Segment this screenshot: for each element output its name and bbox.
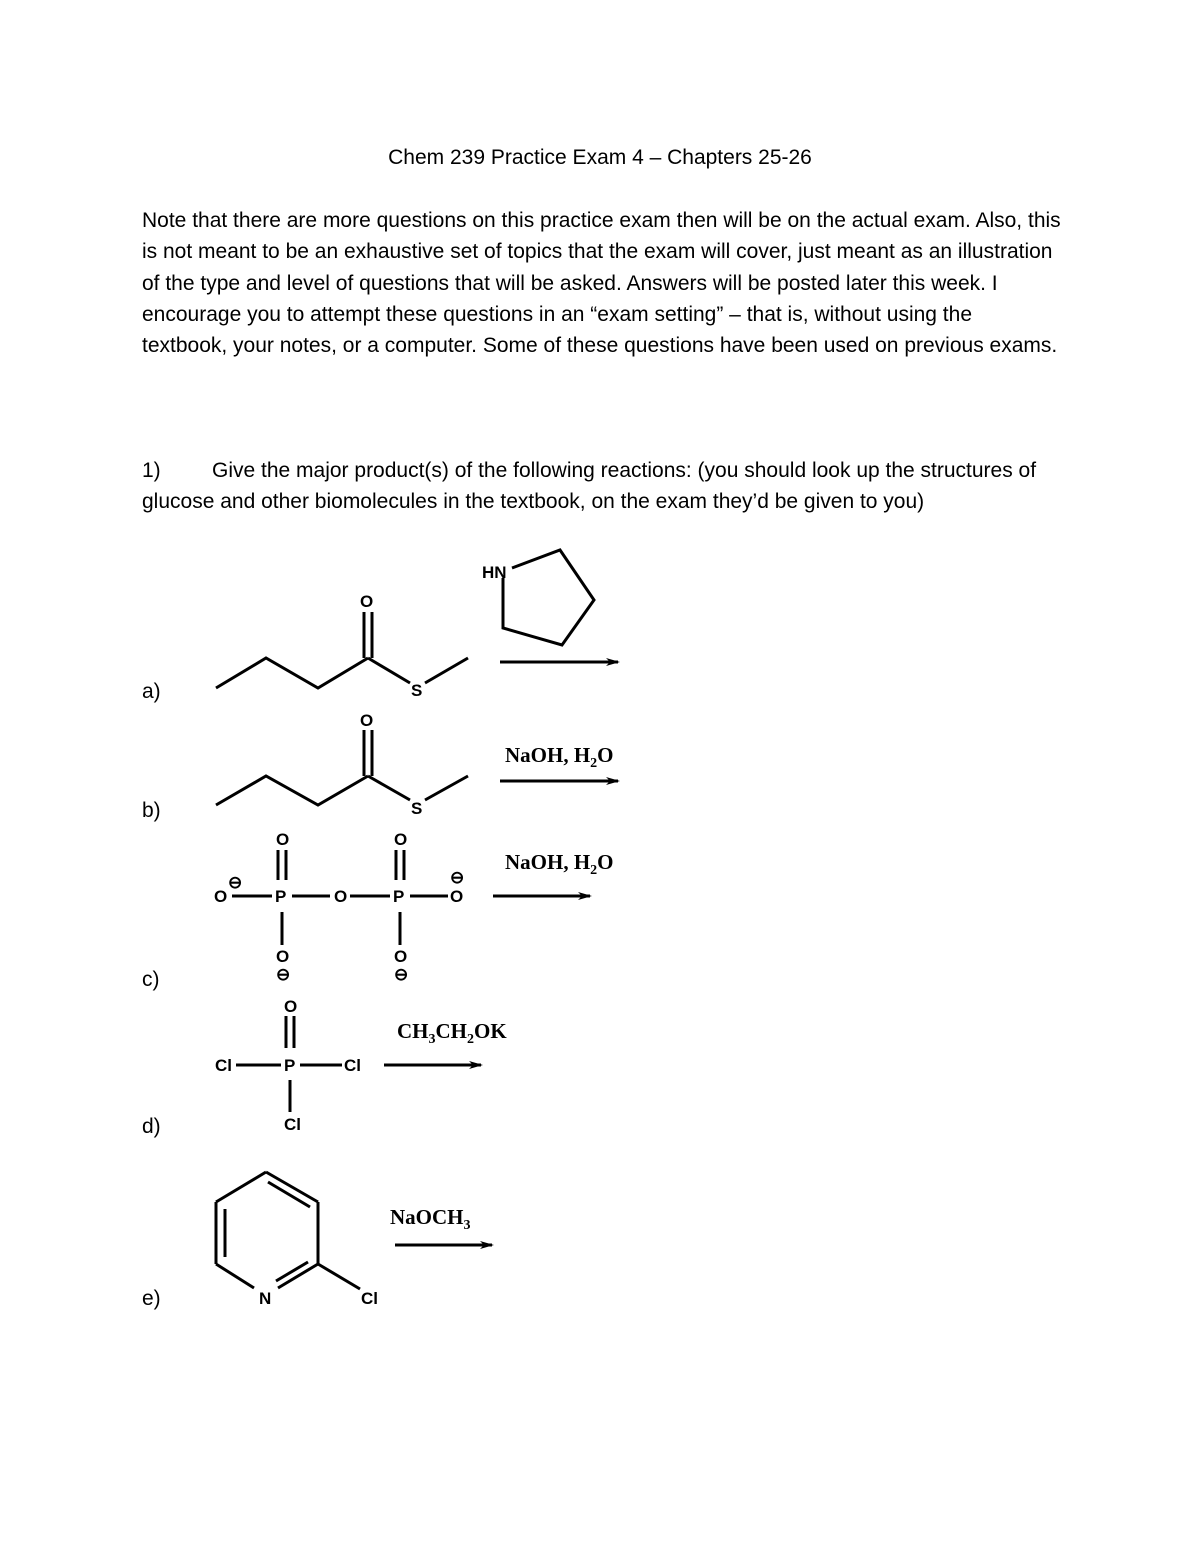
intro-paragraph: Note that there are more questions on this practice exam then will be on the actual exam. Also, this is not meant to be an exhaustive set of topics that the exam will cover, just meant as an illustration of the type and level of questions that will be asked. Answers will be posted later this week. I encourage you to attempt these questions in an “exam setting” – that is, without using the textbook, your notes, or a computer. Some of these questions have been used on previous exams. [142,209,1061,358]
atom-cl: Cl [215,1056,232,1075]
atom-o: O [450,887,464,906]
question-text: Give the major product(s) of the following reactions: (you should look up the structures of glucose and other biomolecules in the textbook, on the exam they’d be given to you) [142,459,1037,514]
atom-p: P [275,887,287,906]
reaction-e [216,1172,492,1308]
reaction-b [216,711,618,818]
atom-hn: HN [482,563,507,582]
atom-o: O [276,830,290,849]
atom-p: P [393,887,405,906]
atom-p: P [284,1056,296,1075]
reagent-c: NaOH, $H_2O$ [505,850,614,878]
question-number: 1) [142,459,161,482]
page-title: Chem 239 Practice Exam 4 – Chapters 25-26 [388,146,812,169]
reagent-d: $CH_3CH_2OK$ [397,1019,507,1047]
charge-minus: ⊖ [228,873,243,892]
part-label-c: c) [142,968,160,991]
atom-s: S [411,681,423,700]
thioester-structure-b [216,711,468,818]
part-label-e: e) [142,1287,161,1310]
atom-cl: Cl [344,1056,361,1075]
atom-o: O [214,887,228,906]
atom-o: O [334,887,348,906]
part-label-a: a) [142,680,161,703]
charge-minus: ⊖ [276,965,291,984]
atom-o: O [284,997,298,1016]
reagent-e: NaOCH$_3$ [390,1205,471,1233]
thioester-structure-a [216,592,468,700]
atom-o: O [394,947,408,966]
atom-s: S [411,799,423,818]
chloropyridine-structure [216,1172,378,1308]
reaction-d [215,997,507,1134]
atom-o: O [394,830,408,849]
phosphoryl-chloride-structure [215,997,361,1134]
part-label-d: d) [142,1115,161,1138]
atom-n: N [259,1289,272,1308]
charge-minus: ⊖ [394,965,409,984]
atom-o: O [360,711,374,730]
atom-o: O [276,947,290,966]
pyrrolidine-structure [482,550,594,645]
reaction-a [216,550,618,700]
reaction-c [214,830,614,984]
pyrophosphate-structure [214,830,464,984]
atom-o: O [360,592,374,611]
part-label-b: b) [142,799,161,822]
atom-cl: Cl [361,1289,378,1308]
charge-minus: ⊖ [450,868,465,887]
reagent-b: NaOH, $H_2O$ [505,743,614,771]
atom-cl: Cl [284,1115,301,1134]
